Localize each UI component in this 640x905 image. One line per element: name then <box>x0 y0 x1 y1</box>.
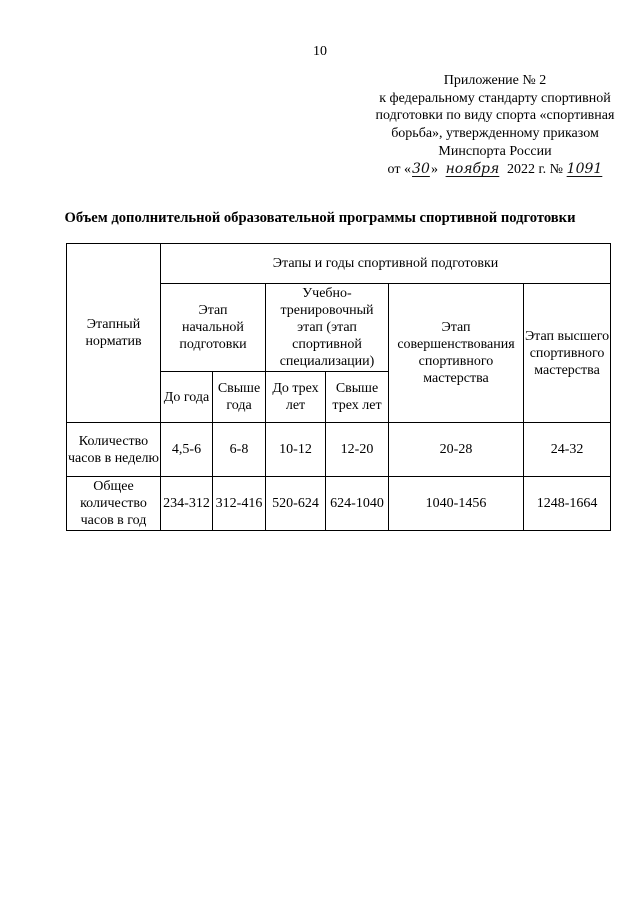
subheader-cell <box>213 372 266 423</box>
table-row <box>67 423 611 477</box>
cell-value: 10-12 <box>279 442 312 457</box>
cell-value: 4,5-6 <box>171 442 202 457</box>
document-title: Объем дополнительной образовательной программы спортивной подготовки <box>64 210 576 226</box>
cell-value: 6-8 <box>229 442 249 457</box>
subheader-up-to-three-years: До трех лет <box>272 381 319 413</box>
table-cell <box>524 423 611 477</box>
stage-highest-cell <box>524 284 611 423</box>
table-row <box>67 477 611 531</box>
group-header: Этапы и годы спортивной подготовки <box>272 256 499 271</box>
cell-value: 624-1040 <box>330 496 384 511</box>
appendix-title: Приложение № 2 <box>443 73 547 88</box>
stage-training: Учебно-тренировочный этап (этап спортивной специализации) <box>279 286 375 369</box>
subheader-over-year: Свыше года <box>217 381 261 413</box>
table-cell <box>389 423 524 477</box>
row-label-cell <box>67 477 161 531</box>
cell-value: 1040-1456 <box>425 496 487 511</box>
stage-improvement-cell <box>389 284 524 423</box>
stage-highest: Этап высшего спортивного мастерства <box>524 328 610 378</box>
handwritten-month: ноября <box>445 160 500 177</box>
handwritten-day: 30 <box>412 160 430 177</box>
cell-value: 234-312 <box>163 496 210 511</box>
row-header-cell <box>67 244 161 423</box>
appendix-line: Минспорта России <box>438 143 552 159</box>
table-cell <box>161 477 213 531</box>
table-cell <box>326 477 389 531</box>
stage-initial-cell <box>161 284 266 372</box>
cell-value: 520-624 <box>272 496 319 511</box>
stage-improvement: Этап совершенствования спортивного мастерства <box>397 320 515 386</box>
table-cell <box>213 477 266 531</box>
subheader-cell <box>326 372 389 423</box>
order-date-line <box>350 161 640 179</box>
table-cell <box>326 423 389 477</box>
stage-training-cell <box>266 284 389 372</box>
table-cell <box>266 423 326 477</box>
date-year: 2022 г. № <box>506 161 563 177</box>
cell-value: 12-20 <box>340 442 374 457</box>
appendix-line: борьба», утвержденному приказом <box>391 126 599 142</box>
table-cell <box>266 477 326 531</box>
page-number: 10 <box>313 44 327 59</box>
stage-initial: Этап начальной подготовки <box>179 303 247 352</box>
subheader-cell <box>161 372 213 423</box>
table-cell <box>213 423 266 477</box>
subheader-over-three-years: Свыше трех лет <box>332 381 382 413</box>
cell-value: 24-32 <box>550 442 584 457</box>
table-cell <box>161 423 213 477</box>
cell-value: 312-416 <box>215 496 263 511</box>
table-cell <box>524 477 611 531</box>
row-label: Количество часов в неделю <box>68 433 159 466</box>
handwritten-order-number: 1091 <box>566 160 603 177</box>
cell-value: 20-28 <box>439 442 473 457</box>
cell-value: 1248-1664 <box>536 496 598 511</box>
appendix-header <box>350 72 640 178</box>
appendix-line: подготовки по виду спорта «спортивная <box>375 108 615 124</box>
row-label-cell <box>67 423 161 477</box>
subheader-up-to-year: До года <box>163 389 210 405</box>
row-header: Этапный норматив <box>85 317 142 349</box>
table-cell <box>389 477 524 531</box>
date-prefix: от « <box>387 161 411 177</box>
date-quote: » <box>430 161 438 177</box>
subheader-cell <box>266 372 326 423</box>
row-label: Общее количество часов в год <box>80 479 147 528</box>
group-header-cell <box>161 244 611 284</box>
appendix-line: к федеральному стандарту спортивной <box>379 90 611 106</box>
program-volume-table <box>66 243 611 531</box>
